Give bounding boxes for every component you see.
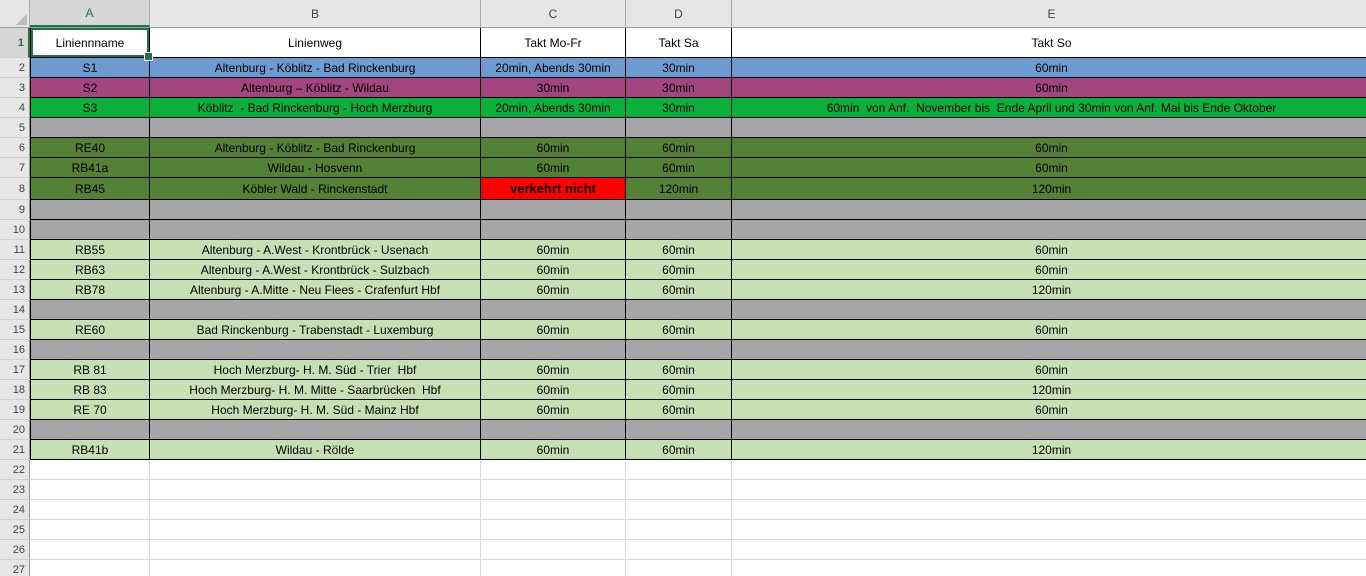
row-25 <box>0 520 1366 540</box>
cell-E13[interactable]: 120min <box>732 280 1366 300</box>
cell-C15[interactable]: 60min <box>481 320 626 340</box>
cell-E26[interactable] <box>732 540 1366 560</box>
cell-A16[interactable] <box>30 340 150 360</box>
cell-C13[interactable]: 60min <box>481 280 626 300</box>
cell-A1[interactable]: Liniennname <box>30 28 150 58</box>
cell-B12[interactable]: Altenburg - A.West - Krontbrück - Sulzbach <box>150 260 481 280</box>
row-15 <box>0 320 1366 340</box>
cell-A3[interactable]: S2 <box>30 78 150 98</box>
column-header-e[interactable]: E <box>732 0 1366 27</box>
row-6 <box>0 138 1366 158</box>
cell-E9[interactable] <box>732 200 1366 220</box>
row-header-11[interactable]: 11 <box>0 240 30 260</box>
cell-D1[interactable]: Takt Sa <box>626 28 732 58</box>
cell-E1[interactable]: Takt So <box>732 28 1366 58</box>
row-header-12[interactable]: 12 <box>0 260 30 280</box>
cell-C9[interactable] <box>481 200 626 220</box>
row-1 <box>0 28 1366 58</box>
row-header-3[interactable]: 3 <box>0 78 30 98</box>
row-13 <box>0 280 1366 300</box>
cell-A25[interactable] <box>30 520 150 540</box>
cell-D19[interactable]: 60min <box>626 400 732 420</box>
cell-E25[interactable] <box>732 520 1366 540</box>
row-header-22[interactable]: 22 <box>0 460 30 480</box>
cell-A23[interactable] <box>30 480 150 500</box>
cell-B22[interactable] <box>150 460 481 480</box>
cell-E19[interactable]: 60min <box>732 400 1366 420</box>
row-header-5[interactable]: 5 <box>0 118 30 138</box>
cell-E4[interactable]: 60min von Anf. November bis Ende April und 30min von Anf. Mai bis Ende Oktober <box>732 98 1366 118</box>
cell-D23[interactable] <box>626 480 732 500</box>
cell-D16[interactable] <box>626 340 732 360</box>
cell-A2[interactable]: S1 <box>30 58 150 78</box>
cell-B25[interactable] <box>150 520 481 540</box>
cell-A24[interactable] <box>30 500 150 520</box>
cell-C4[interactable]: 20min, Abends 30min <box>481 98 626 118</box>
cell-B2[interactable]: Altenburg - Köblitz - Bad Rinckenburg <box>150 58 481 78</box>
cell-A4[interactable]: S3 <box>30 98 150 118</box>
row-11 <box>0 240 1366 260</box>
cell-D26[interactable] <box>626 540 732 560</box>
cell-C18[interactable]: 60min <box>481 380 626 400</box>
cell-D13[interactable]: 60min <box>626 280 732 300</box>
row-17 <box>0 360 1366 380</box>
cell-B23[interactable] <box>150 480 481 500</box>
cell-D25[interactable] <box>626 520 732 540</box>
cell-D2[interactable]: 30min <box>626 58 732 78</box>
cell-E2[interactable]: 60min <box>732 58 1366 78</box>
cell-C8[interactable]: verkehrt nicht <box>481 178 626 200</box>
cell-A18[interactable]: RB 83 <box>30 380 150 400</box>
cell-B8[interactable]: Köbler Wald - Rinckenstadt <box>150 178 481 200</box>
cell-A21[interactable]: RB41b <box>30 440 150 460</box>
cell-E15[interactable]: 60min <box>732 320 1366 340</box>
cell-A15[interactable]: RE60 <box>30 320 150 340</box>
cell-A22[interactable] <box>30 460 150 480</box>
row-header-7[interactable]: 7 <box>0 158 30 178</box>
cell-B5[interactable] <box>150 118 481 138</box>
cell-E20[interactable] <box>732 420 1366 440</box>
cell-E22[interactable] <box>732 460 1366 480</box>
cell-D7[interactable]: 60min <box>626 158 732 178</box>
cell-B11[interactable]: Altenburg - A.West - Krontbrück - Usenach <box>150 240 481 260</box>
cell-E27[interactable] <box>732 560 1366 576</box>
cell-C26[interactable] <box>481 540 626 560</box>
row-24 <box>0 500 1366 520</box>
cell-C1[interactable]: Takt Mo-Fr <box>481 28 626 58</box>
cell-D15[interactable]: 60min <box>626 320 732 340</box>
cell-D5[interactable] <box>626 118 732 138</box>
column-header-d[interactable]: D <box>626 0 732 27</box>
cell-A13[interactable]: RB78 <box>30 280 150 300</box>
row-header-9[interactable]: 9 <box>0 200 30 220</box>
row-header-13[interactable]: 13 <box>0 280 30 300</box>
row-7 <box>0 158 1366 178</box>
row-header-2[interactable]: 2 <box>0 58 30 78</box>
row-8 <box>0 178 1366 200</box>
cell-C24[interactable] <box>481 500 626 520</box>
cell-B1[interactable]: Linienweg <box>150 28 481 58</box>
cell-C7[interactable]: 60min <box>481 158 626 178</box>
cell-E18[interactable]: 120min <box>732 380 1366 400</box>
column-header-c[interactable]: C <box>481 0 626 27</box>
cell-D9[interactable] <box>626 200 732 220</box>
cell-A27[interactable] <box>30 560 150 576</box>
row-header-4[interactable]: 4 <box>0 98 30 118</box>
row-19 <box>0 400 1366 420</box>
cell-A8[interactable]: RB45 <box>30 178 150 200</box>
cell-B14[interactable] <box>150 300 481 320</box>
cell-E14[interactable] <box>732 300 1366 320</box>
cell-C10[interactable] <box>481 220 626 240</box>
cell-A10[interactable] <box>30 220 150 240</box>
row-3 <box>0 78 1366 98</box>
column-header-b[interactable]: B <box>150 0 481 27</box>
cell-C5[interactable] <box>481 118 626 138</box>
row-27 <box>0 560 1366 576</box>
cell-A19[interactable]: RE 70 <box>30 400 150 420</box>
cell-C6[interactable]: 60min <box>481 138 626 158</box>
cell-E12[interactable]: 60min <box>732 260 1366 280</box>
row-header-18[interactable]: 18 <box>0 380 30 400</box>
cell-B16[interactable] <box>150 340 481 360</box>
cell-D10[interactable] <box>626 220 732 240</box>
select-all-corner[interactable] <box>0 0 30 27</box>
cell-B13[interactable]: Altenburg - A.Mitte - Neu Flees - Crafenfurt Hbf <box>150 280 481 300</box>
row-5 <box>0 118 1366 138</box>
selection-fill-handle[interactable] <box>144 52 153 61</box>
cell-E21[interactable]: 120min <box>732 440 1366 460</box>
cell-D11[interactable]: 60min <box>626 240 732 260</box>
row-header-17[interactable]: 17 <box>0 360 30 380</box>
cell-A20[interactable] <box>30 420 150 440</box>
cell-A5[interactable] <box>30 118 150 138</box>
row-21 <box>0 440 1366 460</box>
cell-B9[interactable] <box>150 200 481 220</box>
cell-C2[interactable]: 20min, Abends 30min <box>481 58 626 78</box>
cell-B15[interactable]: Bad Rinckenburg - Trabenstadt - Luxemburg <box>150 320 481 340</box>
cell-D21[interactable]: 60min <box>626 440 732 460</box>
cell-B27[interactable] <box>150 560 481 576</box>
cell-C3[interactable]: 30min <box>481 78 626 98</box>
cell-B21[interactable]: Wildau - Rölde <box>150 440 481 460</box>
row-26 <box>0 540 1366 560</box>
row-header-10[interactable]: 10 <box>0 220 30 240</box>
cell-C27[interactable] <box>481 560 626 576</box>
cell-D24[interactable] <box>626 500 732 520</box>
cell-A14[interactable] <box>30 300 150 320</box>
row-header-24[interactable]: 24 <box>0 500 30 520</box>
row-header-19[interactable]: 19 <box>0 400 30 420</box>
column-header-strip <box>0 0 1366 28</box>
row-header-16[interactable]: 16 <box>0 340 30 360</box>
row-header-1[interactable]: 1 <box>0 28 30 58</box>
cell-E6[interactable]: 60min <box>732 138 1366 158</box>
cell-D22[interactable] <box>626 460 732 480</box>
cell-B4[interactable]: Köblitz - Bad Rinckenburg - Hoch Merzburg <box>150 98 481 118</box>
cell-A7[interactable]: RB41a <box>30 158 150 178</box>
cell-B24[interactable] <box>150 500 481 520</box>
column-header-a[interactable]: A <box>30 0 150 27</box>
row-23 <box>0 480 1366 500</box>
cell-C16[interactable] <box>481 340 626 360</box>
cell-C11[interactable]: 60min <box>481 240 626 260</box>
cell-D18[interactable]: 60min <box>626 380 732 400</box>
cell-C23[interactable] <box>481 480 626 500</box>
row-header-6[interactable]: 6 <box>0 138 30 158</box>
cell-D4[interactable]: 30min <box>626 98 732 118</box>
cell-E5[interactable] <box>732 118 1366 138</box>
cell-B17[interactable]: Hoch Merzburg- H. M. Süd - Trier Hbf <box>150 360 481 380</box>
cell-A26[interactable] <box>30 540 150 560</box>
cell-E7[interactable]: 60min <box>732 158 1366 178</box>
grid-body <box>0 28 1366 576</box>
row-22 <box>0 460 1366 480</box>
cell-E17[interactable]: 60min <box>732 360 1366 380</box>
row-header-8[interactable]: 8 <box>0 178 30 200</box>
cell-A17[interactable]: RB 81 <box>30 360 150 380</box>
cell-D8[interactable]: 120min <box>626 178 732 200</box>
cell-B10[interactable] <box>150 220 481 240</box>
cell-D27[interactable] <box>626 560 732 576</box>
cell-B20[interactable] <box>150 420 481 440</box>
cell-E16[interactable] <box>732 340 1366 360</box>
row-header-25[interactable]: 25 <box>0 520 30 540</box>
cell-C20[interactable] <box>481 420 626 440</box>
row-9 <box>0 200 1366 220</box>
cell-D17[interactable]: 60min <box>626 360 732 380</box>
row-10 <box>0 220 1366 240</box>
row-header-15[interactable]: 15 <box>0 320 30 340</box>
cell-C22[interactable] <box>481 460 626 480</box>
select-all-triangle-icon <box>16 14 27 25</box>
cell-B3[interactable]: Altenburg – Köblitz - Wildau <box>150 78 481 98</box>
cell-A11[interactable]: RB55 <box>30 240 150 260</box>
cell-B18[interactable]: Hoch Merzburg- H. M. Mitte - Saarbrücken Hbf <box>150 380 481 400</box>
row-header-21[interactable]: 21 <box>0 440 30 460</box>
cell-E24[interactable] <box>732 500 1366 520</box>
cell-E10[interactable] <box>732 220 1366 240</box>
row-header-14[interactable]: 14 <box>0 300 30 320</box>
cell-A12[interactable]: RB63 <box>30 260 150 280</box>
cell-D3[interactable]: 30min <box>626 78 732 98</box>
row-header-23[interactable]: 23 <box>0 480 30 500</box>
row-2 <box>0 58 1366 78</box>
cell-C19[interactable]: 60min <box>481 400 626 420</box>
cell-D14[interactable] <box>626 300 732 320</box>
cell-C12[interactable]: 60min <box>481 260 626 280</box>
cell-B26[interactable] <box>150 540 481 560</box>
cell-C25[interactable] <box>481 520 626 540</box>
row-header-26[interactable]: 26 <box>0 540 30 560</box>
row-12 <box>0 260 1366 280</box>
cell-B19[interactable]: Hoch Merzburg- H. M. Süd - Mainz Hbf <box>150 400 481 420</box>
row-14 <box>0 300 1366 320</box>
cell-B6[interactable]: Altenburg - Köblitz - Bad Rinckenburg <box>150 138 481 158</box>
cell-C14[interactable] <box>481 300 626 320</box>
row-4 <box>0 98 1366 118</box>
cell-E3[interactable]: 60min <box>732 78 1366 98</box>
row-20 <box>0 420 1366 440</box>
cell-A6[interactable]: RE40 <box>30 138 150 158</box>
cell-C17[interactable]: 60min <box>481 360 626 380</box>
cell-E8[interactable]: 120min <box>732 178 1366 200</box>
cell-B7[interactable]: Wildau - Hosvenn <box>150 158 481 178</box>
row-header-20[interactable]: 20 <box>0 420 30 440</box>
cell-E23[interactable] <box>732 480 1366 500</box>
row-18 <box>0 380 1366 400</box>
row-16 <box>0 340 1366 360</box>
cell-D6[interactable]: 60min <box>626 138 732 158</box>
cell-D12[interactable]: 60min <box>626 260 732 280</box>
cell-E11[interactable]: 60min <box>732 240 1366 260</box>
cell-A9[interactable] <box>30 200 150 220</box>
row-header-27[interactable]: 27 <box>0 560 30 576</box>
cell-D20[interactable] <box>626 420 732 440</box>
cell-C21[interactable]: 60min <box>481 440 626 460</box>
